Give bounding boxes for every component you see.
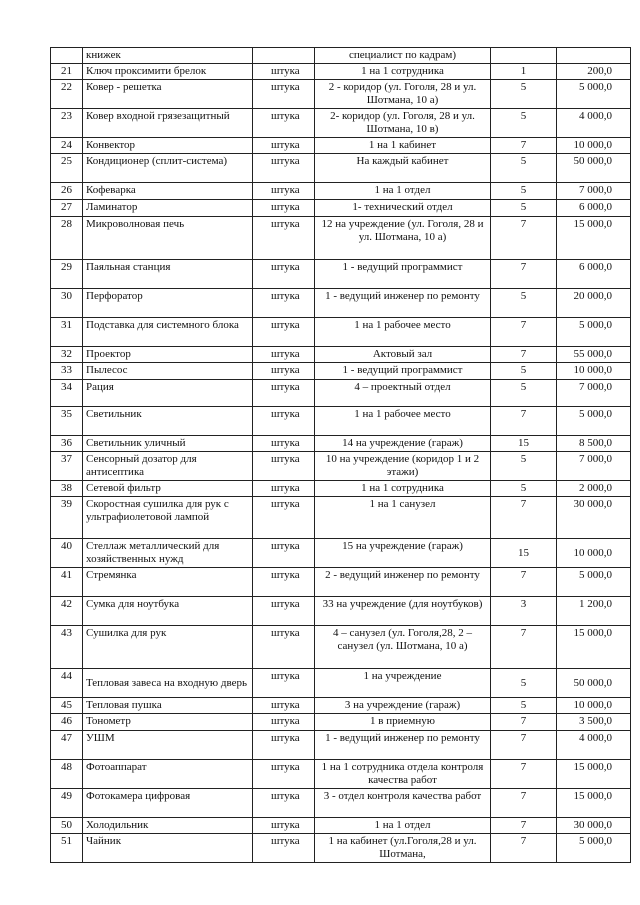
price-cell: 4 000,0 [557,731,631,760]
item-name-cell: Ламинатор [83,200,253,217]
price-cell: 5 000,0 [557,834,631,863]
unit-of-measure-cell: штука [253,597,315,626]
price-cell: 4 000,0 [557,109,631,138]
item-name-cell: Конвектор [83,138,253,154]
service-life-cell: 7 [491,818,557,834]
table-row [51,818,631,834]
price-cell: 10 000,0 [557,138,631,154]
unit-of-measure-cell: штука [253,363,315,380]
service-life-cell: 7 [491,260,557,289]
row-number-cell: 48 [51,760,83,789]
service-life-cell: 5 [491,154,557,183]
price-cell: 5 000,0 [557,407,631,436]
service-life-cell: 5 [491,452,557,481]
item-name-cell: Паяльная станция [83,260,253,289]
unit-of-measure-cell: штука [253,568,315,597]
row-number-cell: 27 [51,200,83,217]
row-number-cell: 38 [51,481,83,497]
service-life-cell: 7 [491,138,557,154]
row-number-cell: 44 [51,669,83,698]
row-number-cell: 31 [51,318,83,347]
item-name-cell: Фотокамера цифровая [83,789,253,818]
unit-of-measure-cell: штука [253,183,315,200]
quantity-norm-cell: 1 на 1 отдел [315,183,491,200]
table-row [51,834,631,863]
price-cell: 15 000,0 [557,789,631,818]
quantity-norm-cell: 1 на 1 сотрудника [315,64,491,80]
quantity-norm-cell: 2- коридор (ул. Гоголя, 28 и ул. Шотмана, 10 в) [315,109,491,138]
item-name-cell: Ковер входной грязезащитный [83,109,253,138]
row-number-cell: 43 [51,626,83,669]
unit-of-measure-cell [253,48,315,64]
unit-of-measure-cell: штука [253,698,315,714]
quantity-norm-cell: 1 на учреждение [315,669,491,698]
quantity-norm-cell: 33 на учреждение (для ноутбуков) [315,597,491,626]
service-life-cell: 7 [491,731,557,760]
equipment-norms-table [50,47,631,863]
unit-of-measure-cell: штука [253,436,315,452]
table-row [51,497,631,539]
service-life-cell: 5 [491,289,557,318]
price-cell: 15 000,0 [557,760,631,789]
item-name-cell: Светильник [83,407,253,436]
price-cell: 7 000,0 [557,380,631,407]
unit-of-measure-cell: штука [253,200,315,217]
quantity-norm-cell: 3 на учреждение (гараж) [315,698,491,714]
unit-of-measure-cell: штука [253,481,315,497]
table-row [51,731,631,760]
row-number-cell: 29 [51,260,83,289]
price-cell: 15 000,0 [557,626,631,669]
service-life-cell [491,48,557,64]
unit-of-measure-cell: штука [253,380,315,407]
unit-of-measure-cell: штука [253,80,315,109]
price-cell: 15 000,0 [557,217,631,260]
service-life-cell: 5 [491,109,557,138]
item-name-cell: Пылесос [83,363,253,380]
quantity-norm-cell: 12 на учреждение (ул. Гоголя, 28 и ул. Шотмана, 10 а) [315,217,491,260]
quantity-norm-cell: 1 на 1 сотрудника [315,481,491,497]
unit-of-measure-cell: штука [253,452,315,481]
service-life-cell: 15 [491,436,557,452]
row-number-cell: 46 [51,714,83,731]
service-life-cell: 7 [491,760,557,789]
table-row [51,436,631,452]
row-number-cell: 47 [51,731,83,760]
quantity-norm-cell: 1 - ведущий программист [315,363,491,380]
price-cell: 20 000,0 [557,289,631,318]
quantity-norm-cell: На каждый кабинет [315,154,491,183]
item-name-cell: Рация [83,380,253,407]
table-row [51,217,631,260]
service-life-cell: 7 [491,497,557,539]
price-cell: 55 000,0 [557,347,631,363]
table-row [51,407,631,436]
row-number-cell: 23 [51,109,83,138]
row-number-cell: 33 [51,363,83,380]
item-name-cell: Светильник уличный [83,436,253,452]
table-row [51,48,631,64]
unit-of-measure-cell: штука [253,138,315,154]
item-name-cell: Стремянка [83,568,253,597]
unit-of-measure-cell: штука [253,818,315,834]
item-name-cell: Тепловая завеса на входную дверь [83,669,253,698]
item-name-cell: Фотоаппарат [83,760,253,789]
table-row [51,289,631,318]
service-life-cell: 1 [491,64,557,80]
quantity-norm-cell: 1 - ведущий инженер по ремонту [315,289,491,318]
service-life-cell: 7 [491,626,557,669]
price-cell: 6 000,0 [557,200,631,217]
table-row [51,138,631,154]
service-life-cell: 7 [491,568,557,597]
unit-of-measure-cell: штука [253,669,315,698]
table-row [51,154,631,183]
quantity-norm-cell: 3 - отдел контроля качества работ [315,789,491,818]
item-name-cell: Тонометр [83,714,253,731]
row-number-cell: 34 [51,380,83,407]
unit-of-measure-cell: штука [253,760,315,789]
row-number-cell: 30 [51,289,83,318]
service-life-cell: 7 [491,834,557,863]
quantity-norm-cell: специалист по кадрам) [315,48,491,64]
table-row [51,363,631,380]
row-number-cell: 21 [51,64,83,80]
table-row [51,760,631,789]
table-row [51,597,631,626]
quantity-norm-cell: 1- технический отдел [315,200,491,217]
unit-of-measure-cell: штука [253,626,315,669]
service-life-cell: 5 [491,669,557,698]
price-cell: 10 000,0 [557,539,631,568]
row-number-cell: 45 [51,698,83,714]
unit-of-measure-cell: штука [253,347,315,363]
row-number-cell: 50 [51,818,83,834]
item-name-cell: Сетевой фильтр [83,481,253,497]
item-name-cell: Сушилка для рук [83,626,253,669]
item-name-cell: Стеллаж металлический для хозяйственных нужд [83,539,253,568]
price-cell: 8 500,0 [557,436,631,452]
quantity-norm-cell: 15 на учреждение (гараж) [315,539,491,568]
price-cell: 5 000,0 [557,80,631,109]
item-name-cell: Проектор [83,347,253,363]
quantity-norm-cell: 10 на учреждение (коридор 1 и 2 этажи) [315,452,491,481]
unit-of-measure-cell: штука [253,789,315,818]
service-life-cell: 7 [491,318,557,347]
service-life-cell: 5 [491,363,557,380]
price-cell: 5 000,0 [557,568,631,597]
table-row [51,452,631,481]
table-row [51,318,631,347]
quantity-norm-cell: 2 - коридор (ул. Гоголя, 28 и ул. Шотмана, 10 а) [315,80,491,109]
row-number-cell: 41 [51,568,83,597]
table-row [51,380,631,407]
row-number-cell: 36 [51,436,83,452]
price-cell: 3 500,0 [557,714,631,731]
item-name-cell: Кофеварка [83,183,253,200]
row-number-cell: 32 [51,347,83,363]
unit-of-measure-cell: штука [253,109,315,138]
quantity-norm-cell: 1 на 1 санузел [315,497,491,539]
unit-of-measure-cell: штука [253,539,315,568]
service-life-cell: 7 [491,714,557,731]
table-row [51,80,631,109]
price-cell: 50 000,0 [557,669,631,698]
table-row [51,789,631,818]
table-row [51,626,631,669]
quantity-norm-cell: 1 - ведущий инженер по ремонту [315,731,491,760]
row-number-cell: 49 [51,789,83,818]
price-cell: 200,0 [557,64,631,80]
table-row [51,109,631,138]
service-life-cell: 7 [491,407,557,436]
row-number-cell: 39 [51,497,83,539]
quantity-norm-cell: 1 в приемную [315,714,491,731]
quantity-norm-cell: 4 – санузел (ул. Гоголя,28, 2 – санузел (ул. Шотмана, 10 а) [315,626,491,669]
unit-of-measure-cell: штука [253,154,315,183]
table-row [51,200,631,217]
item-name-cell: Ковер - решетка [83,80,253,109]
service-life-cell: 5 [491,200,557,217]
price-cell: 10 000,0 [557,363,631,380]
service-life-cell: 5 [491,380,557,407]
quantity-norm-cell: Актовый зал [315,347,491,363]
price-cell: 7 000,0 [557,183,631,200]
service-life-cell: 7 [491,217,557,260]
item-name-cell: Сенсорный дозатор для антисептика [83,452,253,481]
item-name-cell: Сумка для ноутбука [83,597,253,626]
table-row [51,539,631,568]
table-row [51,183,631,200]
table-row [51,568,631,597]
row-number-cell: 40 [51,539,83,568]
price-cell: 6 000,0 [557,260,631,289]
quantity-norm-cell: 14 на учреждение (гараж) [315,436,491,452]
unit-of-measure-cell: штука [253,714,315,731]
price-cell: 2 000,0 [557,481,631,497]
item-name-cell: Кондиционер (сплит-система) [83,154,253,183]
price-cell: 10 000,0 [557,698,631,714]
item-name-cell: Микроволновая печь [83,217,253,260]
table-body [51,48,631,863]
item-name-cell: Перфоратор [83,289,253,318]
item-name-cell: Чайник [83,834,253,863]
price-cell: 5 000,0 [557,318,631,347]
item-name-cell: Холодильник [83,818,253,834]
quantity-norm-cell: 1 на 1 рабочее место [315,318,491,347]
service-life-cell: 7 [491,347,557,363]
unit-of-measure-cell: штука [253,289,315,318]
quantity-norm-cell: 4 – проектный отдел [315,380,491,407]
item-name-cell: Скоростная сушилка для рук с ультрафиолетовой лампой [83,497,253,539]
price-cell: 1 200,0 [557,597,631,626]
unit-of-measure-cell: штука [253,731,315,760]
price-cell: 30 000,0 [557,497,631,539]
item-name-cell: УШМ [83,731,253,760]
service-life-cell: 5 [491,481,557,497]
item-name-cell: Ключ проксимити брелок [83,64,253,80]
quantity-norm-cell: 2 - ведущий инженер по ремонту [315,568,491,597]
service-life-cell: 5 [491,183,557,200]
quantity-norm-cell: 1 на 1 рабочее место [315,407,491,436]
table-row [51,669,631,698]
unit-of-measure-cell: штука [253,318,315,347]
unit-of-measure-cell: штука [253,64,315,80]
quantity-norm-cell: 1 на 1 сотрудника отдела контроля качества работ [315,760,491,789]
unit-of-measure-cell: штука [253,260,315,289]
service-life-cell: 15 [491,539,557,568]
row-number-cell: 24 [51,138,83,154]
row-number-cell: 42 [51,597,83,626]
table-row [51,714,631,731]
service-life-cell: 5 [491,698,557,714]
price-cell [557,48,631,64]
service-life-cell: 7 [491,789,557,818]
table-row [51,347,631,363]
table-row [51,698,631,714]
quantity-norm-cell: 1 на 1 кабинет [315,138,491,154]
row-number-cell: 25 [51,154,83,183]
unit-of-measure-cell: штука [253,407,315,436]
quantity-norm-cell: 1 - ведущий программист [315,260,491,289]
service-life-cell: 5 [491,80,557,109]
table-row [51,481,631,497]
row-number-cell: 26 [51,183,83,200]
row-number-cell: 51 [51,834,83,863]
service-life-cell: 3 [491,597,557,626]
quantity-norm-cell: 1 на 1 отдел [315,818,491,834]
row-number-cell: 37 [51,452,83,481]
item-name-cell: Подставка для системного блока [83,318,253,347]
row-number-cell: 22 [51,80,83,109]
item-name-cell: Тепловая пушка [83,698,253,714]
price-cell: 50 000,0 [557,154,631,183]
table-row [51,260,631,289]
unit-of-measure-cell: штука [253,834,315,863]
unit-of-measure-cell: штука [253,217,315,260]
item-name-cell: книжек [83,48,253,64]
quantity-norm-cell: 1 на кабинет (ул.Гоголя,28 и ул. Шотмана, [315,834,491,863]
row-number-cell: 35 [51,407,83,436]
row-number-cell [51,48,83,64]
row-number-cell: 28 [51,217,83,260]
price-cell: 7 000,0 [557,452,631,481]
price-cell: 30 000,0 [557,818,631,834]
unit-of-measure-cell: штука [253,497,315,539]
table-row [51,64,631,80]
